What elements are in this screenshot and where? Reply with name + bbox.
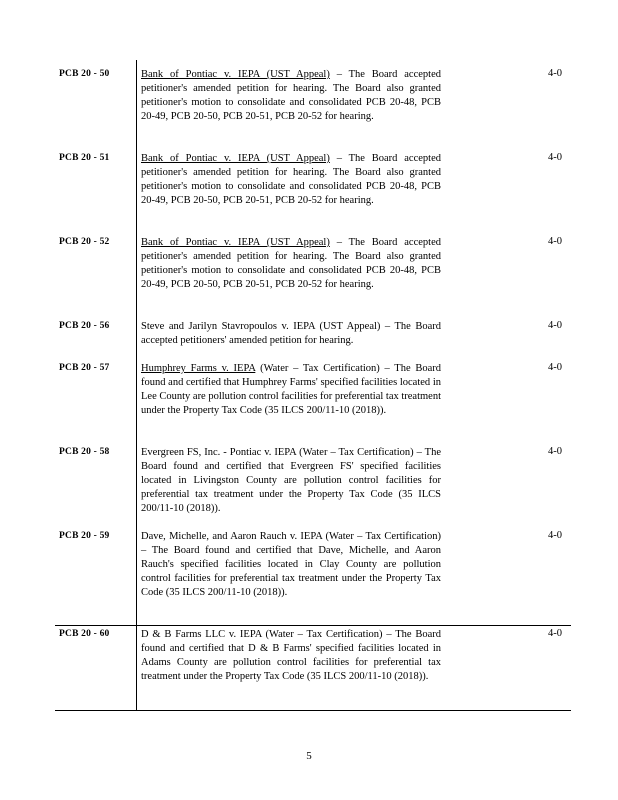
case-number: PCB 20 - 60 — [59, 629, 110, 639]
case-description — [141, 446, 441, 516]
case-description — [141, 152, 441, 208]
case-number: PCB 20 - 56 — [59, 321, 110, 331]
case-number: PCB 20 - 59 — [59, 531, 110, 541]
case-number: PCB 20 - 58 — [59, 447, 110, 457]
vote-count: 4-0 — [548, 530, 562, 541]
vote-count: 4-0 — [548, 320, 562, 331]
case-text: Steve and Jarilyn Stavropoulos v. IEPA (UST Appeal) – The Board accepted petitioners' amended petition for hearing. — [141, 321, 441, 346]
vote-count: 4-0 — [548, 68, 562, 79]
page-number: 5 — [306, 750, 312, 762]
vote-count: 4-0 — [548, 362, 562, 373]
row-divider — [55, 625, 571, 626]
case-text: (Water – Tax Certification) – The Board found and certified that Humphrey Farms' specified facilities located in Lee County are pollution control facilities for preferential tax treatment under the Property Tax Code (35 ILCS 200/11-10 (2018)). — [141, 363, 442, 416]
case-text: Dave, Michelle, and Aaron Rauch v. IEPA (Water – Tax Certification) – The Board found and certified that Dave, Michelle, and Aaron Rauch's specified facilities located in Clay County are pollution control facilities for preferential tax treatment under the Property Tax Code (35 ILCS 200/11-10 (2018)). — [141, 531, 441, 598]
vote-count: 4-0 — [548, 152, 562, 163]
case-description — [141, 362, 441, 418]
case-text: D & B Farms LLC v. IEPA (Water – Tax Certification) – The Board found and certified that D & B Farms' specified facilities located in Adams County are pollution control facilities for preferential tax treatment under the Property Tax Code (35 ILCS 200/11-10 (2018)). — [141, 629, 441, 682]
case-description — [141, 530, 441, 600]
case-description — [141, 68, 441, 124]
vote-count: 4-0 — [548, 628, 562, 639]
column-divider — [136, 60, 137, 710]
case-caption: Bank of Pontiac v. IEPA (UST Appeal) — [141, 69, 330, 80]
case-number: PCB 20 - 52 — [59, 237, 110, 247]
case-number: PCB 20 - 51 — [59, 153, 110, 163]
case-description — [141, 236, 441, 292]
table-bottom-border — [55, 710, 571, 711]
case-description — [141, 320, 441, 348]
case-caption: Bank of Pontiac v. IEPA (UST Appeal) — [141, 153, 330, 164]
case-number: PCB 20 - 50 — [59, 69, 110, 79]
case-text: – The Board accepted petitioner's amended petition for hearing. The Board also granted petitioner's motion to consolidate and consolidated PCB 20-48, PCB 20-49, PCB 20-50, PCB 20-51, PCB 20-52 for hearing. — [141, 237, 441, 290]
case-text: Evergreen FS, Inc. - Pontiac v. IEPA (Water – Tax Certification) – The Board found and certified that Evergreen FS' specified facilities located in Livingston County are pollution control facilities for preferential tax treatment under the Property Tax Code (35 ILCS 200/11-10 (2018)). — [141, 447, 441, 514]
case-caption: Bank of Pontiac v. IEPA (UST Appeal) — [141, 237, 330, 248]
case-number: PCB 20 - 57 — [59, 363, 110, 373]
vote-count: 4-0 — [548, 446, 562, 457]
case-caption: Humphrey Farms v. IEPA — [141, 363, 256, 374]
vote-count: 4-0 — [548, 236, 562, 247]
case-description — [141, 628, 441, 684]
case-text: – The Board accepted petitioner's amended petition for hearing. The Board also granted petitioner's motion to consolidate and consolidated PCB 20-48, PCB 20-49, PCB 20-50, PCB 20-51, PCB 20-52 for hearing. — [141, 69, 441, 122]
case-text: – The Board accepted petitioner's amended petition for hearing. The Board also granted petitioner's motion to consolidate and consolidated PCB 20-48, PCB 20-49, PCB 20-50, PCB 20-51, PCB 20-52 for hearing. — [141, 153, 441, 206]
